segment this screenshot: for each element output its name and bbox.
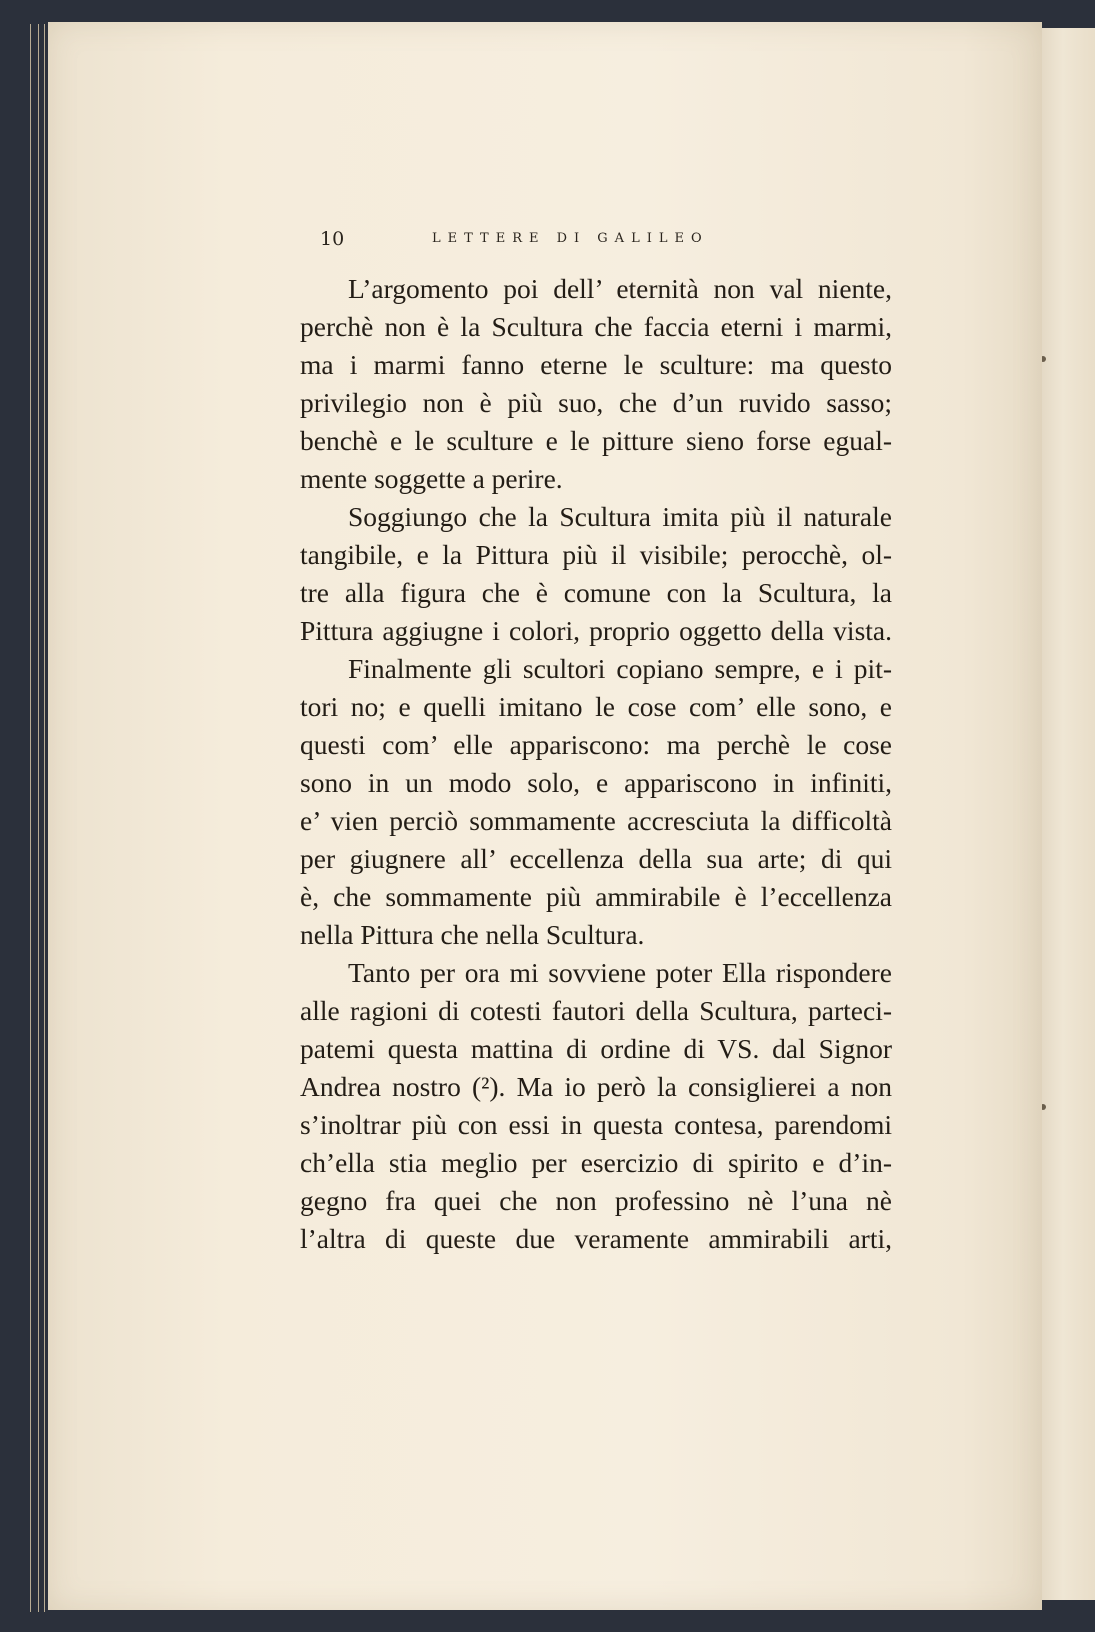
text-line: Tanto per ora mi sovviene poter Ella rispondere bbox=[348, 957, 892, 988]
text-line: Pittura aggiugne i colori, proprio oggetto della vista. bbox=[300, 615, 892, 646]
text-line: sono in un modo solo, e appariscono in infiniti, bbox=[300, 767, 892, 798]
text-line: alle ragioni di cotesti fautori della Scultura, parteci- bbox=[300, 995, 892, 1026]
adjacent-page-edge bbox=[1038, 28, 1095, 1600]
page-number: 10 bbox=[320, 228, 345, 250]
text-line: Soggiungo che la Scultura imita più il naturale bbox=[348, 501, 892, 532]
text-line: perchè non è la Scultura che faccia eterni i marmi, bbox=[300, 311, 892, 342]
paper-edge bbox=[38, 24, 39, 1612]
text-line: tangibile, e la Pittura più il visibile; perocchè, ol- bbox=[300, 539, 892, 570]
text-line: Finalmente gli scultori copiano sempre, e i pit- bbox=[348, 653, 892, 684]
body-text bbox=[300, 270, 892, 1258]
running-title: LETTERE DI GALILEO bbox=[432, 231, 709, 246]
text-line: nella Pittura che nella Scultura. bbox=[300, 919, 645, 950]
text-line: s’inoltrar più con essi in questa contesa, parendomi bbox=[300, 1109, 892, 1140]
text-line: patemi questa mattina di ordine di VS. dal Signor bbox=[300, 1033, 892, 1064]
text-line: è, che sommamente più ammirabile è l’eccellenza bbox=[300, 881, 892, 912]
text-line: e’ vien perciò sommamente accresciuta la difficoltà bbox=[300, 805, 892, 836]
text-line: L’argomento poi dell’ eternità non val niente, bbox=[348, 273, 892, 304]
text-line: privilegio non è più suo, che d’un ruvido sasso; bbox=[300, 387, 892, 418]
text-line: tre alla figura che è comune con la Scultura, la bbox=[300, 577, 892, 608]
text-line: Andrea nostro (²). Ma io però la consiglierei a non bbox=[300, 1071, 892, 1102]
paper-edge bbox=[44, 24, 45, 1612]
text-line: mente soggette a perire. bbox=[300, 463, 563, 494]
text-line: questi com’ elle appariscono: ma perchè le cose bbox=[300, 729, 892, 760]
text-line: gegno fra quei che non professino nè l’una nè bbox=[300, 1185, 892, 1216]
running-head bbox=[320, 228, 724, 250]
text-line: benchè e le sculture e le pitture sieno forse egual- bbox=[300, 425, 892, 456]
text-line: per giugnere all’ eccellenza della sua arte; di qui bbox=[300, 843, 892, 874]
text-line: tori no; e quelli imitano le cose com’ elle sono, e bbox=[300, 691, 892, 722]
paper-edge bbox=[30, 24, 31, 1612]
text-line: ch’ella stia meglio per esercizio di spirito e d’in- bbox=[300, 1147, 892, 1178]
text-line: ma i marmi fanno eterne le sculture: ma questo bbox=[300, 349, 892, 380]
text-line: l’altra di queste due veramente ammirabili arti, bbox=[300, 1223, 892, 1254]
